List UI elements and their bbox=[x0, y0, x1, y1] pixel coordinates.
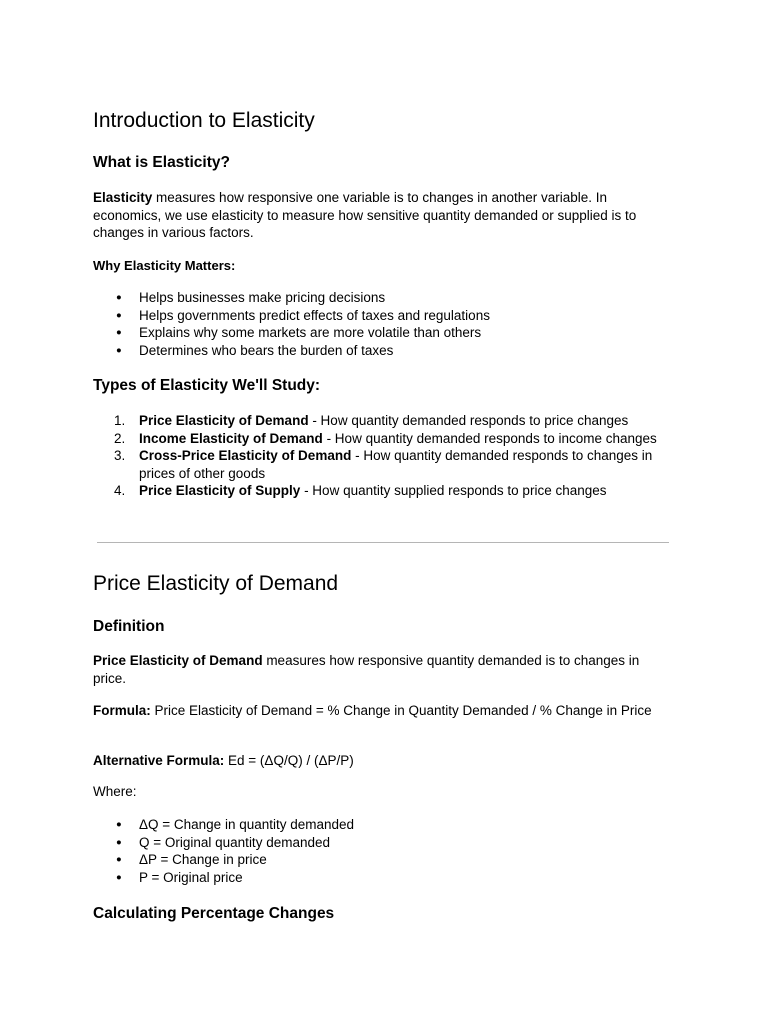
list-item: ● Helps businesses make pricing decisions bbox=[93, 289, 668, 307]
list-item: 1. Price Elasticity of Demand - How quantity demanded responds to price changes bbox=[114, 413, 629, 428]
what-is-elasticity-heading: What is Elasticity? bbox=[93, 154, 230, 171]
elasticity-description: measures how responsive one variable is to changes in another variable. In economics, we use elasticity to measure how sensitive quantity demanded or supplied is to changes in various factors. bbox=[93, 190, 637, 240]
list-item: ● Q = Original quantity demanded bbox=[93, 834, 668, 852]
list-item: ● Explains why some markets are more volatile than others bbox=[93, 324, 668, 342]
list-item: 2. Income Elasticity of Demand - How quantity demanded responds to income changes bbox=[114, 430, 657, 446]
elasticity-paragraph bbox=[93, 189, 668, 242]
list-item: ● ΔQ = Change in quantity demanded bbox=[93, 816, 668, 834]
definition-heading: Definition bbox=[93, 618, 165, 635]
section-title: Price Elasticity of Demand bbox=[93, 572, 339, 595]
types-list bbox=[93, 412, 668, 500]
elasticity-term: Elasticity bbox=[93, 190, 153, 205]
types-heading: Types of Elasticity We'll Study: bbox=[93, 377, 321, 394]
list-item: ● ΔP = Change in price bbox=[93, 851, 668, 869]
calculating-heading: Calculating Percentage Changes bbox=[93, 905, 335, 922]
formula-paragraph: Formula: Price Elasticity of Demand = % Change in Quantity Demanded / % Change in Price bbox=[93, 703, 652, 718]
section-divider bbox=[97, 542, 669, 543]
why-matters-list bbox=[93, 289, 668, 359]
alt-formula-paragraph: Alternative Formula: Ed = (ΔQ/Q) / (ΔP/P) bbox=[93, 753, 354, 768]
definition-paragraph: Price Elasticity of Demand measures how responsive quantity demanded is to changes in price. bbox=[93, 653, 640, 686]
list-item: 3. Cross-Price Elasticity of Demand - How quantity demanded responds to changes in prices of other goods bbox=[114, 448, 653, 481]
list-item: 4. Price Elasticity of Supply - How quantity supplied responds to price changes bbox=[114, 483, 607, 498]
where-list bbox=[93, 816, 668, 886]
page-title: Introduction to Elasticity bbox=[93, 109, 315, 132]
why-matters-heading: Why Elasticity Matters: bbox=[93, 258, 236, 273]
list-item: ● P = Original price bbox=[93, 869, 668, 887]
list-item: ● Determines who bears the burden of taxes bbox=[93, 342, 668, 360]
list-item: ● Helps governments predict effects of taxes and regulations bbox=[93, 307, 668, 325]
where-label: Where: bbox=[93, 784, 137, 799]
